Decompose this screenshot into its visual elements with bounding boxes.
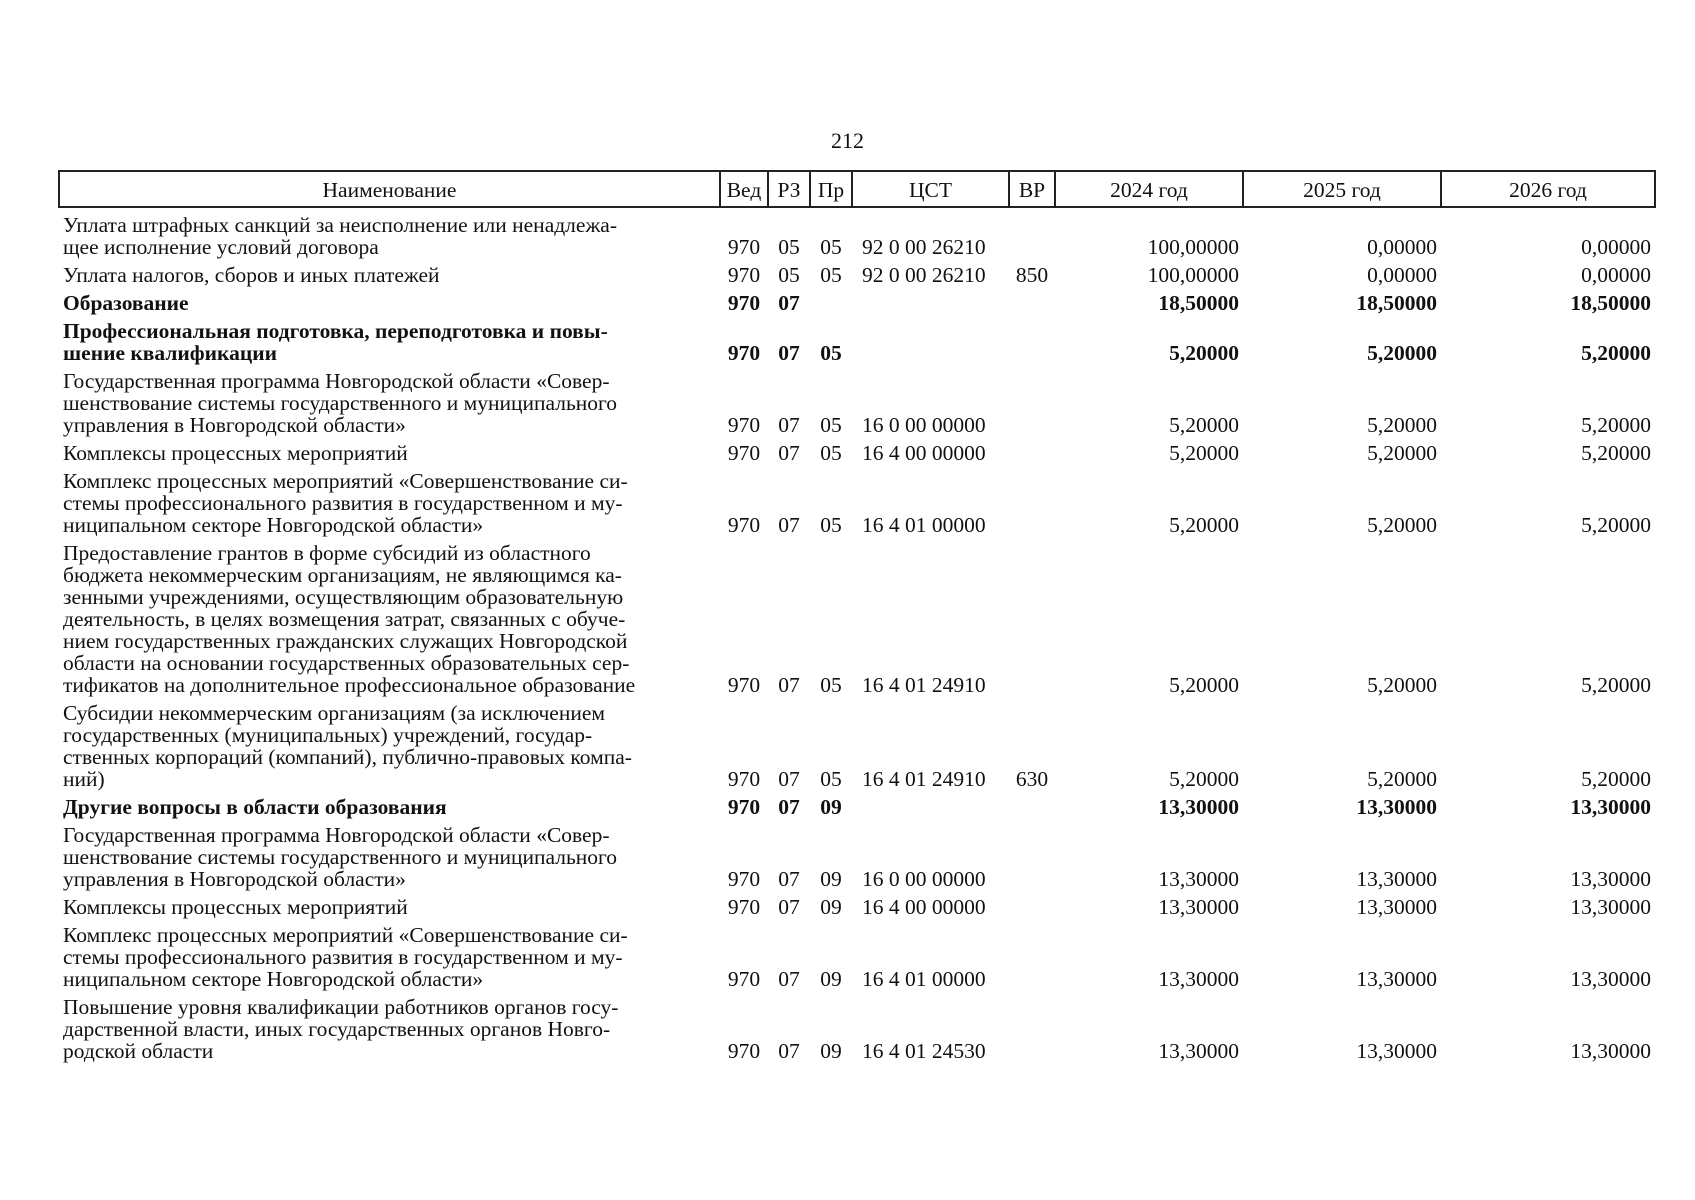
table-row: [59, 702, 1655, 796]
row-cst: 16 0 00 00000: [862, 413, 986, 437]
row-cst: 16 4 01 24910: [862, 673, 986, 697]
row-name-line: родской области: [63, 1039, 214, 1063]
row-name: [59, 924, 720, 996]
row-name-line: Комплекс процессных мероприятий «Совершенствование си-: [63, 923, 628, 947]
row-ved: 970: [727, 263, 761, 287]
budget-table: [58, 170, 1656, 1068]
row-pr: 05: [820, 235, 842, 259]
header-2026: 2026 год: [1441, 171, 1655, 207]
row-amount-2024: 13,30000: [1158, 867, 1239, 891]
page-number: 212: [831, 128, 864, 153]
row-name: [59, 470, 720, 542]
header-name: Наименование: [59, 171, 720, 207]
row-name-line: Государственная программа Новгородской области «Совер-: [63, 369, 610, 393]
row-name-line: Профессиональная подготовка, переподготовка и повы-: [63, 319, 608, 343]
row-vr: [1009, 996, 1055, 1068]
row-name-line: зенными учреждениями, осуществляющим образовательную: [63, 585, 624, 609]
row-amount-2025: 13,30000: [1356, 795, 1437, 819]
row-rz: 07: [778, 867, 800, 891]
row-name: [59, 996, 720, 1068]
row-cst: [852, 320, 1009, 370]
row-vr: [1009, 442, 1055, 470]
header-rz: РЗ: [768, 171, 810, 207]
row-rz: 07: [778, 767, 800, 791]
row-ved: 970: [727, 867, 761, 891]
table-row: [59, 370, 1655, 442]
header-ved: Вед: [720, 171, 768, 207]
row-rz: 05: [778, 235, 800, 259]
row-cst: 16 4 01 00000: [862, 513, 986, 537]
row-name-line: Комплекс процессных мероприятий «Совершенствование си-: [63, 469, 628, 493]
row-vr: [1009, 796, 1055, 824]
row-ved: 970: [727, 767, 761, 791]
row-amount-2024: 100,00000: [1147, 263, 1239, 287]
row-amount-2024: 5,20000: [1169, 767, 1239, 791]
row-ved: 970: [727, 967, 761, 991]
row-amount-2024: 13,30000: [1158, 1039, 1239, 1063]
table-row: [59, 442, 1655, 470]
table-row: [59, 207, 1655, 264]
row-pr: 05: [820, 673, 842, 697]
row-name-line: дарственной власти, иных государственных органов Новго-: [63, 1017, 611, 1041]
row-pr: [810, 292, 852, 320]
row-amount-2024: 13,30000: [1158, 795, 1239, 819]
row-name: [59, 442, 720, 470]
row-cst: 16 0 00 00000: [862, 867, 986, 891]
table-body: [59, 207, 1655, 1068]
row-cst: 92 0 00 26210: [862, 263, 986, 287]
row-vr: 850: [1015, 263, 1049, 287]
row-name-line: Уплата штрафных санкций за неисполнение или ненадлежа-: [63, 213, 618, 237]
row-name-line: государственных (муниципальных) учреждений, государ-: [63, 723, 593, 747]
row-name-line: управления в Новгородской области»: [63, 413, 406, 437]
row-name: [59, 896, 720, 924]
row-amount-2025: 13,30000: [1356, 1039, 1437, 1063]
row-rz: 07: [778, 441, 800, 465]
row-pr: 09: [820, 967, 842, 991]
row-amount-2024: 5,20000: [1169, 413, 1239, 437]
row-ved: 970: [727, 413, 761, 437]
row-cst: [852, 292, 1009, 320]
row-vr: [1009, 924, 1055, 996]
row-amount-2026: 5,20000: [1581, 413, 1651, 437]
row-amount-2025: 13,30000: [1356, 867, 1437, 891]
row-rz: 07: [778, 291, 800, 315]
header-vr: ВР: [1009, 171, 1055, 207]
row-amount-2025: 5,20000: [1367, 341, 1437, 365]
row-ved: 970: [727, 513, 761, 537]
row-pr: 05: [820, 413, 842, 437]
row-amount-2024: 5,20000: [1169, 341, 1239, 365]
row-name-line: Образование: [63, 291, 189, 315]
row-vr: [1009, 470, 1055, 542]
row-pr: 09: [820, 1039, 842, 1063]
table-row: [59, 320, 1655, 370]
table-header-row: [59, 171, 1655, 207]
row-amount-2025: 5,20000: [1367, 513, 1437, 537]
row-amount-2025: 18,50000: [1356, 291, 1437, 315]
row-pr: 09: [820, 795, 842, 819]
row-rz: 07: [778, 895, 800, 919]
row-ved: 970: [727, 1039, 761, 1063]
row-name: [59, 702, 720, 796]
row-name-line: ниципальном секторе Новгородской области»: [63, 513, 484, 537]
table-row: [59, 924, 1655, 996]
row-vr: [1009, 824, 1055, 896]
row-rz: 07: [778, 795, 800, 819]
row-name-line: Повышение уровня квалификации работников органов госу-: [63, 995, 619, 1019]
row-name-line: Комплексы процессных мероприятий: [63, 895, 408, 919]
row-amount-2025: 5,20000: [1367, 673, 1437, 697]
row-amount-2026: 5,20000: [1581, 673, 1651, 697]
row-name-line: ственных корпораций (компаний), публично-правовых компа-: [63, 745, 632, 769]
row-amount-2024: 5,20000: [1169, 441, 1239, 465]
row-amount-2026: 5,20000: [1581, 341, 1651, 365]
row-vr: [1009, 896, 1055, 924]
row-rz: 07: [778, 967, 800, 991]
row-name-line: Субсидии некоммерческим организациям (за исключением: [63, 701, 606, 725]
row-name-line: бюджета некоммерческим организациям, не являющимся ка-: [63, 563, 622, 587]
row-ved: 970: [727, 341, 761, 365]
row-name: [59, 207, 720, 264]
row-amount-2026: 13,30000: [1570, 1039, 1651, 1063]
table-row: [59, 896, 1655, 924]
row-amount-2025: 13,30000: [1356, 967, 1437, 991]
row-rz: 07: [778, 673, 800, 697]
table-row: [59, 542, 1655, 702]
header-cst: ЦСТ: [852, 171, 1009, 207]
row-ved: 970: [727, 673, 761, 697]
row-amount-2026: 0,00000: [1581, 263, 1651, 287]
table-row: [59, 796, 1655, 824]
row-vr: [1009, 320, 1055, 370]
row-amount-2024: 13,30000: [1158, 895, 1239, 919]
row-amount-2025: 5,20000: [1367, 767, 1437, 791]
row-ved: 970: [727, 795, 761, 819]
table-row: [59, 824, 1655, 896]
row-pr: 05: [820, 767, 842, 791]
row-vr: [1009, 292, 1055, 320]
row-pr: 05: [820, 341, 842, 365]
row-vr: 630: [1015, 767, 1049, 791]
row-name-line: Предоставление грантов в форме субсидий из областного: [63, 541, 591, 565]
row-pr: 09: [820, 895, 842, 919]
row-name-line: деятельность, в целях возмещения затрат, связанных с обуче-: [63, 607, 626, 631]
row-name-line: области на основании государственных образовательных сер-: [63, 651, 630, 675]
row-amount-2025: 5,20000: [1367, 441, 1437, 465]
row-amount-2026: 5,20000: [1581, 513, 1651, 537]
row-amount-2026: 5,20000: [1581, 767, 1651, 791]
row-name-line: Комплексы процессных мероприятий: [63, 441, 408, 465]
row-name-line: Государственная программа Новгородской области «Совер-: [63, 823, 610, 847]
row-cst: 16 4 01 00000: [862, 967, 986, 991]
row-vr: [1009, 370, 1055, 442]
row-amount-2024: 100,00000: [1147, 235, 1239, 259]
row-amount-2025: 5,20000: [1367, 413, 1437, 437]
row-name: [59, 542, 720, 702]
row-name-line: управления в Новгородской области»: [63, 867, 406, 891]
row-name-line: шенствование системы государственного и муниципального: [63, 845, 618, 869]
row-amount-2024: 5,20000: [1169, 513, 1239, 537]
row-vr: [1009, 542, 1055, 702]
row-amount-2026: 13,30000: [1570, 895, 1651, 919]
row-amount-2026: 0,00000: [1581, 235, 1651, 259]
row-name: [59, 264, 720, 292]
row-name: [59, 796, 720, 824]
row-cst: 16 4 01 24910: [862, 767, 986, 791]
row-cst: [852, 796, 1009, 824]
row-name: [59, 320, 720, 370]
row-name-line: тификатов на дополнительное профессиональное образование: [63, 673, 636, 697]
row-ved: 970: [727, 235, 761, 259]
row-cst: 16 4 00 00000: [862, 441, 986, 465]
table-row: [59, 996, 1655, 1068]
row-amount-2026: 13,30000: [1570, 795, 1651, 819]
row-ved: 970: [727, 441, 761, 465]
row-name-line: шенствование системы государственного и муниципального: [63, 391, 618, 415]
row-rz: 07: [778, 1039, 800, 1063]
row-name: [59, 370, 720, 442]
row-name-line: шение квалификации: [63, 341, 278, 365]
row-amount-2025: 0,00000: [1367, 235, 1437, 259]
row-amount-2024: 13,30000: [1158, 967, 1239, 991]
row-name-line: стемы профессионального развития в государственном и му-: [63, 491, 623, 515]
row-cst: 16 4 01 24530: [862, 1039, 986, 1063]
row-rz: 07: [778, 513, 800, 537]
row-name-line: Уплата налогов, сборов и иных платежей: [63, 263, 440, 287]
row-name: [59, 824, 720, 896]
row-name-line: стемы профессионального развития в государственном и му-: [63, 945, 623, 969]
row-vr: [1009, 207, 1055, 264]
row-amount-2026: 5,20000: [1581, 441, 1651, 465]
row-amount-2024: 18,50000: [1158, 291, 1239, 315]
table-row: [59, 292, 1655, 320]
header-pr: Пр: [810, 171, 852, 207]
row-amount-2025: 13,30000: [1356, 895, 1437, 919]
row-cst: 16 4 00 00000: [862, 895, 986, 919]
row-pr: 05: [820, 263, 842, 287]
header-2025: 2025 год: [1243, 171, 1441, 207]
table-row: [59, 470, 1655, 542]
row-rz: 07: [778, 413, 800, 437]
row-amount-2026: 13,30000: [1570, 867, 1651, 891]
row-rz: 05: [778, 263, 800, 287]
row-ved: 970: [727, 291, 761, 315]
row-cst: 92 0 00 26210: [862, 235, 986, 259]
row-amount-2026: 18,50000: [1570, 291, 1651, 315]
row-pr: 09: [820, 867, 842, 891]
row-rz: 07: [778, 341, 800, 365]
row-amount-2024: 5,20000: [1169, 673, 1239, 697]
row-name-line: нием государственных гражданских служащих Новгородской: [63, 629, 628, 653]
row-name: [59, 292, 720, 320]
header-2024: 2024 год: [1055, 171, 1243, 207]
row-amount-2026: 13,30000: [1570, 967, 1651, 991]
row-name-line: ниципальном секторе Новгородской области»: [63, 967, 484, 991]
row-name-line: ний): [63, 767, 105, 791]
row-pr: 05: [820, 441, 842, 465]
row-name-line: щее исполнение условий договора: [63, 235, 379, 259]
table-row: [59, 264, 1655, 292]
row-pr: 05: [820, 513, 842, 537]
row-name-line: Другие вопросы в области образования: [63, 795, 447, 819]
row-amount-2025: 0,00000: [1367, 263, 1437, 287]
row-ved: 970: [727, 895, 761, 919]
